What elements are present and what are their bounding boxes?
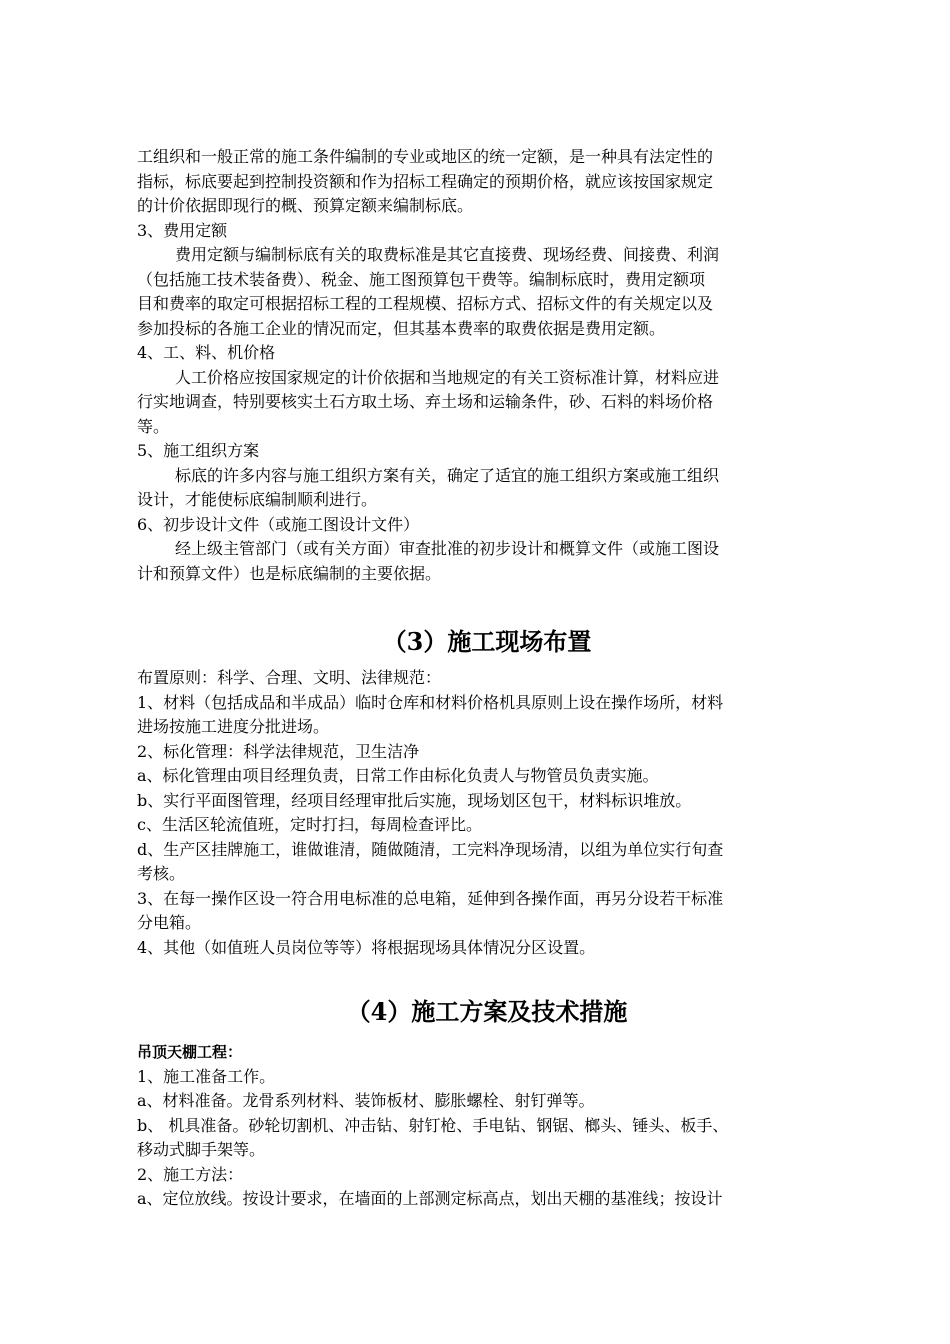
paragraph-line: 行实地调查，特别要核实土石方取土场、弃土场和运输条件，砂、石料的料场价格 <box>137 392 714 411</box>
item-heading: 5、施工组织方案 <box>137 441 260 460</box>
paragraph-line: 标底的许多内容与施工组织方案有关，确定了适宜的施工组织方案或施工组织 <box>175 465 720 485</box>
paragraph-line: 分电箱。 <box>137 913 202 932</box>
paragraph-line: （包括施工技术装备费）、税金、施工图预算包干费等。编制标底时，费用定额项 <box>137 269 706 289</box>
paragraph-line: c、生活区轮流值班，定时打扫，每周检查评比。 <box>137 815 482 834</box>
paragraph-line: a、标化管理由项目经理负责，日常工作由标化负责人与物管员负责实施。 <box>137 766 659 785</box>
paragraph-line: 3、在每一操作区设一符合用电标准的总电箱，延伸到各操作面，再另分设若干标准 <box>137 888 724 908</box>
paragraph-line: 设计，才能使标底编制顺利进行。 <box>137 490 378 509</box>
section-top <box>137 145 837 586</box>
item-heading: 3、费用定额 <box>137 220 228 240</box>
paragraph-line: a、材料准备。龙骨系列材料、装饰板材、膨胀螺栓、射钉弹等。 <box>137 1091 595 1110</box>
paragraph-line: 指标，标底要起到控制投资额和作为招标工程确定的预期价格，就应该按国家规定 <box>137 171 714 191</box>
paragraph-line: 布置原则：科学、合理、文明、法律规范： <box>137 668 442 687</box>
paragraph-line: 1、材料（包括成品和半成品）临时仓库和材料价格机具原则上设在操作场所，材料 <box>137 692 724 712</box>
paragraph-line: a、定位放线。按设计要求，在墙面的上部测定标高点，划出天棚的基准线；按设计 <box>137 1189 723 1208</box>
paragraph-line: 1、施工准备工作。 <box>137 1066 276 1086</box>
paragraph-line: 4、其他（如值班人员岗位等等）将根据现场具体情况分区设置。 <box>137 937 596 957</box>
item-heading: 4、工、料、机价格 <box>137 343 276 362</box>
section-3-body <box>137 666 837 960</box>
paragraph-line: 人工价格应按国家规定的计价依据和当地规定的有关工资标准计算，材料应进 <box>175 367 720 387</box>
paragraph-line: d、生产区挂牌施工，谁做谁清，随做随清，工完料净现场清，以组为单位实行旬查 <box>137 839 724 859</box>
paragraph-line: 经上级主管部门（或有关方面）审查批准的初步设计和概算文件（或施工图设 <box>175 539 720 558</box>
paragraph-line: b、 机具准备。砂轮切割机、冲击钻、射钉枪、手电钻、钢锯、榔头、锤头、板手、 <box>137 1115 729 1135</box>
paragraph-line: 费用定额与编制标底有关的取费标准是其它直接费、现场经费、间接费、利润 <box>175 245 720 264</box>
paragraph-line: 等。 <box>137 416 170 436</box>
item-heading: 6、初步设计文件（或施工图设计文件） <box>137 514 420 534</box>
paragraph-line: 参加投标的各施工企业的情况而定，但其基本费率的取费依据是费用定额。 <box>137 318 666 338</box>
document-page <box>137 145 837 1212</box>
subsection-label: 吊顶天棚工程： <box>137 1043 243 1061</box>
paragraph-line: 2、标化管理：科学法律规范，卫生洁净 <box>137 741 420 761</box>
paragraph-line: 考核。 <box>137 864 186 883</box>
paragraph-line: b、实行平面图管理，经项目经理审批后实施，现场划区包干，材料标识堆放。 <box>137 790 692 810</box>
paragraph-line: 计和预算文件）也是标底编制的主要依据。 <box>137 563 442 583</box>
paragraph-line: 移动式脚手架等。 <box>137 1140 266 1159</box>
paragraph-line: 工组织和一般正常的施工条件编制的专业或地区的统一定额，是一种具有法定性的 <box>137 147 714 166</box>
section-heading-3: （3）施工现场布置 <box>382 627 592 656</box>
paragraph-line: 目和费率的取定可根据招标工程的工程规模、招标方式、招标文件的有关规定以及 <box>137 294 714 313</box>
section-heading-4: （4）施工方案及技术措施 <box>346 997 628 1026</box>
paragraph-line: 进场按施工进度分批进场。 <box>137 717 330 736</box>
section-4-body <box>137 1040 837 1212</box>
paragraph-line: 的计价依据即现行的概、预算定额来编制标底。 <box>137 196 474 215</box>
paragraph-line: 2、施工方法： <box>137 1164 244 1184</box>
